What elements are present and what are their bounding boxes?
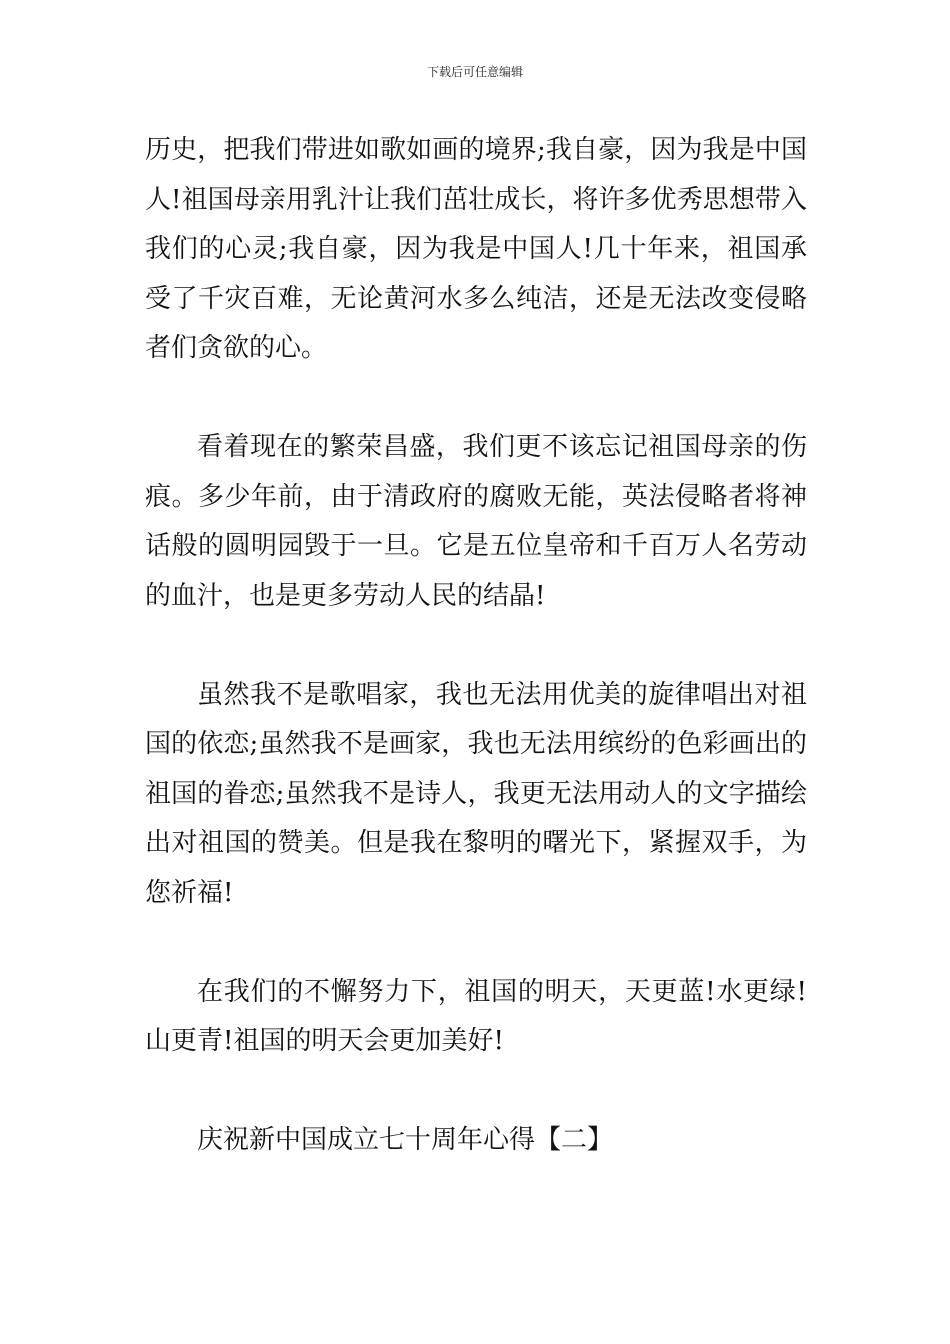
page-header-note: 下载后可任意编辑 — [426, 65, 523, 79]
paragraph-3: 虽然我不是歌唱家，我也无法用优美的旋律唱出对祖国的依恋;虽然我不是画家，我也无法用缤纷的色彩画出的祖国的眷恋;虽然我不是诗人，我更无法用动人的文字描绘出对祖国的赞美。但是我在黎明的曙光下，紧握双手，为您祈福! — [145, 679, 807, 908]
document-body — [145, 126, 807, 1166]
section-heading: 庆祝新中国成立七十周年心得【二】 — [197, 1125, 614, 1155]
paragraph-1: 历史，把我们带进如歌如画的境界;我自豪，因为我是中国人!祖国母亲用乳汁让我们茁壮成长，将许多优秀思想带入我们的心灵;我自豪，因为我是中国人!几十年来，祖国承受了千灾百难，无论黄河水多么纯洁，还是无法改变侵略者们贪欲的心。 — [145, 135, 807, 363]
paragraph-4: 在我们的不懈努力下，祖国的明天，天更蓝!水更绿!山更青!祖国的明天会更加美好! — [145, 976, 807, 1056]
paragraph-2: 看着现在的繁荣昌盛，我们更不该忘记祖国母亲的伤痕。多少年前，由于清政府的腐败无能，英法侵略者将神话般的圆明园毁于一旦。它是五位皇帝和千百万人名劳动的血汁，也是更多劳动人民的结晶! — [145, 432, 807, 611]
